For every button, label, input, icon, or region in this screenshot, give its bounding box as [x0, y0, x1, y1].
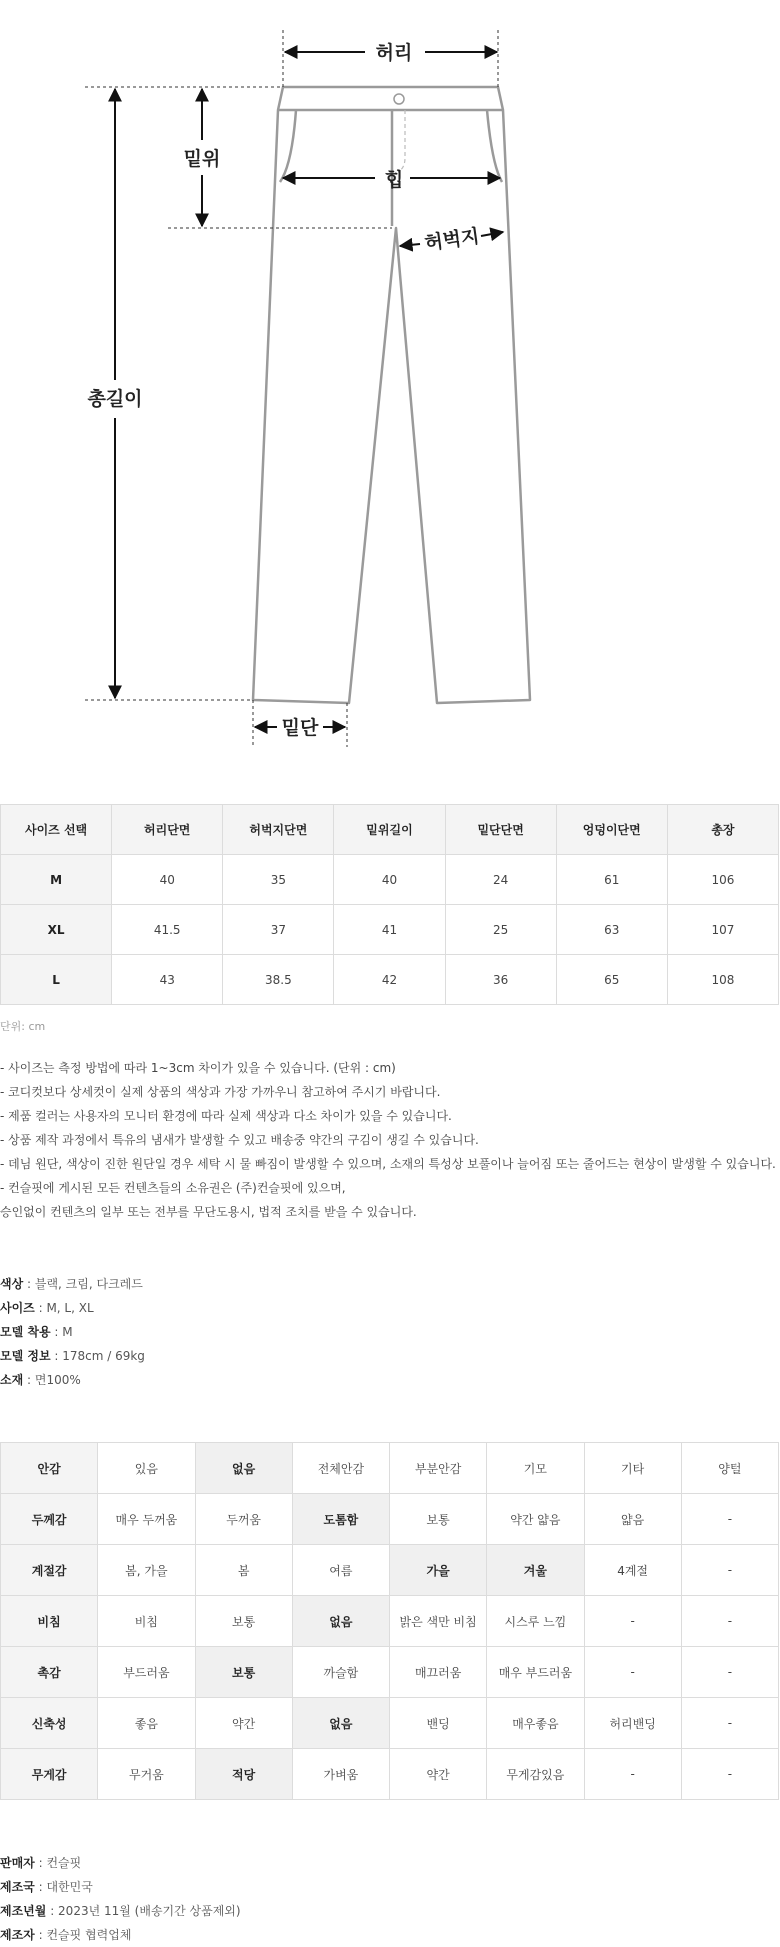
size-table	[0, 804, 779, 1005]
size-row-m	[1, 855, 779, 905]
waist-label: 허리	[375, 42, 413, 64]
seller-info-list	[0, 1851, 241, 1947]
spec-value: : M, L, XL	[34, 1301, 94, 1315]
size-cell: 63	[556, 905, 667, 955]
product-spec-list	[0, 1272, 145, 1392]
feel-option-selected: 도톰함	[292, 1494, 389, 1545]
notice-list	[0, 1056, 776, 1224]
pants-illustration	[0, 0, 780, 760]
size-cell: 24	[445, 855, 556, 905]
feel-option: -	[681, 1494, 778, 1545]
feel-option: -	[584, 1647, 681, 1698]
spec-value: : M	[50, 1325, 73, 1339]
seller-info-value: : 대한민국	[34, 1880, 93, 1894]
size-cell: 37	[223, 905, 334, 955]
spec-value: : 178cm / 69kg	[50, 1349, 145, 1363]
notice-item: - 상품 제작 과정에서 특유의 냄새가 발생할 수 있고 배송중 약간의 구김이 생길 수 있습니다.	[0, 1133, 479, 1147]
feel-option: 밴딩	[390, 1698, 487, 1749]
feel-option: 전체안감	[292, 1443, 389, 1494]
feel-option: 부드러움	[98, 1647, 195, 1698]
hem-width-header: 밑단단면	[445, 805, 556, 855]
spec-size	[0, 1296, 145, 1320]
feel-option: 양털	[681, 1443, 778, 1494]
size-cell: 108	[667, 955, 778, 1005]
size-cell: 106	[667, 855, 778, 905]
feel-option: 매끄러움	[390, 1647, 487, 1698]
feel-option: 봄	[195, 1545, 292, 1596]
spec-label: 모델 정보	[0, 1349, 51, 1363]
feel-option: -	[681, 1545, 778, 1596]
feel-option: 매우좋음	[487, 1698, 584, 1749]
size-cell: 35	[223, 855, 334, 905]
feel-row-label: 안감	[1, 1443, 98, 1494]
seller-info-label: 제조국	[0, 1880, 35, 1894]
spec-material	[0, 1368, 145, 1392]
feel-row	[1, 1698, 779, 1749]
size-cell: 40	[334, 855, 445, 905]
feel-row-label: 계절감	[1, 1545, 98, 1596]
notice-item: - 코디컷보다 상세컷이 실제 상품의 색상과 가장 가까우니 참고하여 주시기 바랍니다.	[0, 1085, 441, 1099]
feel-option: -	[584, 1749, 681, 1800]
feel-option: 밝은 색만 비침	[390, 1596, 487, 1647]
feel-option: -	[681, 1749, 778, 1800]
size-cell: 107	[667, 905, 778, 955]
total-length-label: 총길이	[87, 388, 143, 410]
feel-row-label: 두께감	[1, 1494, 98, 1545]
spec-model-info	[0, 1344, 145, 1368]
feel-option: -	[681, 1647, 778, 1698]
feel-option: 시스루 느낌	[487, 1596, 584, 1647]
thigh-width-header: 허벅지단면	[223, 805, 334, 855]
feel-option: 약간	[390, 1749, 487, 1800]
feel-row	[1, 1545, 779, 1596]
notice-item: - 컨슬핏에 게시된 모든 컨텐츠들의 소유권은 (주)컨슬핏에 있으며,	[0, 1181, 346, 1195]
size-name-cell: L	[1, 955, 112, 1005]
spec-value: : 면100%	[23, 1373, 81, 1387]
spec-label: 소재	[0, 1373, 24, 1387]
seller-info-value: : 컨슬핏	[34, 1856, 82, 1870]
feel-option: 약간	[195, 1698, 292, 1749]
size-guide-diagram	[0, 0, 780, 760]
seller-info-label: 판매자	[0, 1856, 35, 1870]
seller-info-label: 제조년월	[0, 1904, 47, 1918]
feel-option-selected: 가을	[390, 1545, 487, 1596]
rise-length-header: 밑위길이	[334, 805, 445, 855]
feel-option: 얇음	[584, 1494, 681, 1545]
hip-label: 힙	[384, 169, 404, 191]
feel-option: 가벼움	[292, 1749, 389, 1800]
seller-info-item	[0, 1923, 241, 1947]
feel-row	[1, 1749, 779, 1800]
notice-item: - 데님 원단, 색상이 진한 원단일 경우 세탁 시 물 빠짐이 발생할 수 있으며, 소재의 특성상 보풀이나 늘어짐 또는 줄어드는 현상이 발생할 수 있습니다.	[0, 1157, 776, 1171]
feel-option: 4계절	[584, 1545, 681, 1596]
rise-label: 밑위	[183, 148, 221, 170]
size-cell: 36	[445, 955, 556, 1005]
feel-option: 약간 얇음	[487, 1494, 584, 1545]
feel-option: 있음	[98, 1443, 195, 1494]
notice-item: - 사이즈는 측정 방법에 따라 1~3cm 차이가 있을 수 있습니다. (단위 : cm)	[0, 1061, 396, 1075]
spec-label: 색상	[0, 1277, 24, 1291]
feel-option-selected: 없음	[292, 1596, 389, 1647]
feel-row-label: 신축성	[1, 1698, 98, 1749]
feel-option: -	[584, 1596, 681, 1647]
feel-option: 기모	[487, 1443, 584, 1494]
seller-info-item	[0, 1875, 241, 1899]
feel-option: 좋음	[98, 1698, 195, 1749]
seller-info-label: 제조자	[0, 1928, 35, 1942]
feel-row-label: 촉감	[1, 1647, 98, 1698]
feel-option: 비침	[98, 1596, 195, 1647]
notice-item: 승인없이 컨텐츠의 일부 또는 전부를 무단도용시, 법적 조치를 받을 수 있습니다.	[0, 1205, 417, 1219]
size-cell: 41	[334, 905, 445, 955]
feel-option: 까슬함	[292, 1647, 389, 1698]
spec-color	[0, 1272, 145, 1296]
unit-note: 단위: cm	[0, 1020, 46, 1033]
size-table-header-row	[1, 805, 779, 855]
feel-option: 허리밴딩	[584, 1698, 681, 1749]
feel-option-selected: 적당	[195, 1749, 292, 1800]
feel-option: 여름	[292, 1545, 389, 1596]
feel-option: 부분안감	[390, 1443, 487, 1494]
feel-row-label: 비침	[1, 1596, 98, 1647]
spec-label: 사이즈	[0, 1301, 35, 1315]
size-row-l	[1, 955, 779, 1005]
seller-info-value: : 2023년 11월 (배송기간 상품제외)	[46, 1904, 241, 1918]
waist-width-header: 허리단면	[112, 805, 223, 855]
size-name-cell: M	[1, 855, 112, 905]
feel-option: 봄, 가을	[98, 1545, 195, 1596]
thigh-label: 허벅지	[423, 225, 481, 255]
feel-option: 보통	[195, 1596, 292, 1647]
notice-item: - 제품 컬러는 사용자의 모니터 환경에 따라 실제 색상과 다소 차이가 있을 수 있습니다.	[0, 1109, 452, 1123]
feel-option-selected: 겨울	[487, 1545, 584, 1596]
spec-model-wearing	[0, 1320, 145, 1344]
spec-value: : 블랙, 크림, 다크레드	[23, 1277, 143, 1291]
feel-option: 매우 부드러움	[487, 1647, 584, 1698]
size-cell: 38.5	[223, 955, 334, 1005]
spec-label: 모델 착용	[0, 1325, 51, 1339]
size-cell: 43	[112, 955, 223, 1005]
hip-width-header: 엉덩이단면	[556, 805, 667, 855]
size-name-cell: XL	[1, 905, 112, 955]
feel-option: 기타	[584, 1443, 681, 1494]
size-cell: 42	[334, 955, 445, 1005]
feel-row	[1, 1647, 779, 1698]
total-length-header: 총장	[667, 805, 778, 855]
feel-option: 매우 두꺼움	[98, 1494, 195, 1545]
size-select-header: 사이즈 선택	[1, 805, 112, 855]
seller-info-item	[0, 1851, 241, 1875]
feel-option: -	[681, 1698, 778, 1749]
seller-info-item	[0, 1899, 241, 1923]
feel-option: 두꺼움	[195, 1494, 292, 1545]
feel-option: 무게감있음	[487, 1749, 584, 1800]
size-cell: 65	[556, 955, 667, 1005]
feel-option: -	[681, 1596, 778, 1647]
feel-row	[1, 1596, 779, 1647]
feel-option: 무거움	[98, 1749, 195, 1800]
seller-info-value: : 컨슬핏 협력업체	[34, 1928, 132, 1942]
feel-option: 보통	[390, 1494, 487, 1545]
size-cell: 25	[445, 905, 556, 955]
feel-row-label: 무게감	[1, 1749, 98, 1800]
fabric-feel-table	[0, 1442, 779, 1800]
size-row-xl	[1, 905, 779, 955]
size-cell: 61	[556, 855, 667, 905]
size-cell: 40	[112, 855, 223, 905]
hem-label: 밑단	[281, 717, 319, 739]
feel-row	[1, 1443, 779, 1494]
feel-option-selected: 없음	[292, 1698, 389, 1749]
feel-option-selected: 보통	[195, 1647, 292, 1698]
size-cell: 41.5	[112, 905, 223, 955]
feel-option-selected: 없음	[195, 1443, 292, 1494]
feel-row	[1, 1494, 779, 1545]
